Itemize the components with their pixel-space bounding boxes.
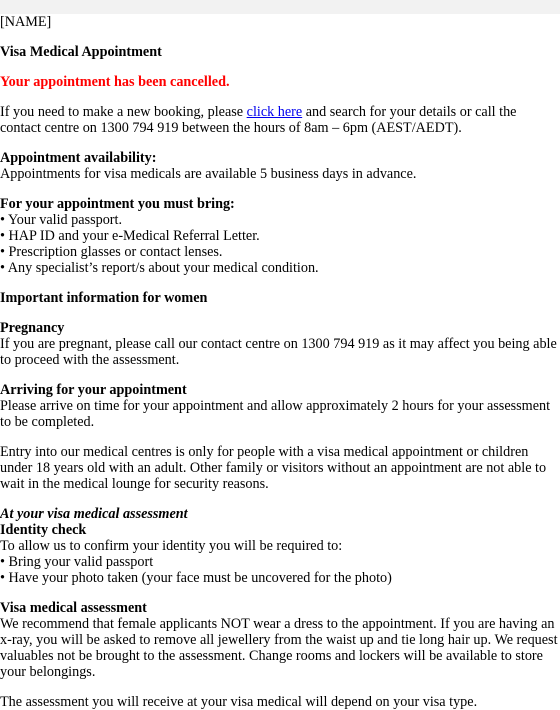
bring-item: • HAP ID and your e-Medical Referral Letter. <box>0 228 260 244</box>
bring-item: • Prescription glasses or contact lenses. <box>0 244 223 260</box>
pregnancy-text: If you are pregnant, please call our contact centre on 1300 794 919 as it may affect you being able to proceed with the assessment. <box>0 336 557 368</box>
availability-heading: Appointment availability: <box>0 150 157 166</box>
recipient-name: [NAME] <box>0 14 52 30</box>
cancel-notice: Your appointment has been cancelled. <box>0 74 230 90</box>
top-bar <box>0 0 560 14</box>
assessment-heading: Visa medical assessment <box>0 600 147 616</box>
bring-item: • Your valid passport. <box>0 212 123 228</box>
rebook-text-before: If you need to make a new booking, please <box>0 104 247 120</box>
email-title: Visa Medical Appointment <box>0 44 162 60</box>
at-assessment-heading: At your visa medical assessment <box>0 506 188 522</box>
identity-item: • Bring your valid passport <box>0 554 154 570</box>
availability-text: Appointments for visa medicals are available 5 business days in advance. <box>0 166 417 182</box>
women-heading: Important information for women <box>0 290 208 306</box>
arriving-text: Please arrive on time for your appointment and allow approximately 2 hours for your assessment to be completed. <box>0 398 551 430</box>
assessment-text: We recommend that female applicants NOT wear a dress to the appointment. If you are having an x-ray, you will be asked to remove all jewellery from the waist up and tie long hair up. We request valuables not be brought to the assessment. Change rooms and lockers will be available to store your belongings. <box>0 616 558 680</box>
rebook-paragraph <box>0 104 560 136</box>
email-body <box>0 14 560 710</box>
entry-text: Entry into our medical centres is only for people with a visa medical appointment or children under 18 years old with an adult. Other family or visitors without an appointment are not able to wait in the medical lounge for security reasons. <box>0 444 547 492</box>
cutoff-text: The assessment you will receive at your visa medical will depend on your visa type. <box>0 694 478 710</box>
bring-item: • Any specialist’s report/s about your medical condition. <box>0 260 319 276</box>
identity-item: • Have your photo taken (your face must be uncovered for the photo) <box>0 570 392 586</box>
arriving-heading: Arriving for your appointment <box>0 382 187 398</box>
click-here-link[interactable]: click here <box>246 104 303 120</box>
pregnancy-heading: Pregnancy <box>0 320 65 336</box>
identity-intro: To allow us to confirm your identity you will be required to: <box>0 538 343 554</box>
bring-heading: For your appointment you must bring: <box>0 196 235 212</box>
rebook-text-after: and search for your details or call the contact centre on 1300 794 919 between the hours of 8am – 6pm (AEST/AEDT). <box>0 104 517 136</box>
identity-heading: Identity check <box>0 522 87 538</box>
